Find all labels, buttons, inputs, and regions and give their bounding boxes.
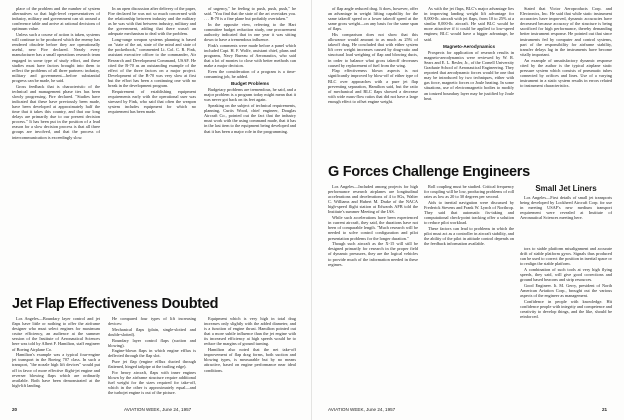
subhead-budget-problems: Budget Problems bbox=[230, 81, 270, 87]
g-forces-column-2 bbox=[424, 184, 514, 404]
right-top-column-2 bbox=[424, 6, 514, 162]
paragraph: A combination of such tools at very high flying speeds, they said, will give good corrections and ground based beacons and strip resources. bbox=[520, 266, 612, 283]
right-footer bbox=[602, 407, 607, 412]
paragraph: In an open discussion after delivery of the paper, Fire declared he was not so much concerned with the relationship between industry and the military as he was with that between industry, military and the government, adding that there wasn't an adequate mechanism to deal with the problem. bbox=[108, 6, 196, 37]
paragraph: Gross feedback that is characteristic of the technical and management phase ties has been slowly progressing. Fire declared. "Studies have indicated that these have previously been made, have been developed at approximately half the time that it takes this country, and that our long delays are primarily due to our present decision process." It has been put in the position of a lead reason for a slow decision process is that all three groups are involved, and that the process of intercommunication is exceedingly slow. bbox=[12, 83, 100, 140]
paragraph: While such accelerations have been experienced in current aircraft, they said, the durations have not been of comparable length. "Much research will be needed to solve control configuration and pilot presentation problems for the longer duration." bbox=[328, 215, 418, 241]
article-headline-jet-flap: Jet Flap Effectiveness Doubted bbox=[12, 296, 219, 312]
right-page bbox=[312, 0, 624, 420]
paragraph: In the opposite view, referring to the Hart committee budget reduction study, one procurement authority indicated that in one year it was sitting down to have a tremendous influence. bbox=[204, 21, 296, 43]
paragraph: Equipment which is very high in total drag increases only slightly with the added diameter, and is a function of engine thrust. Hamilton pointed out that a more subtle influence than the jet engine with its increased efficiency at high speeds would be to reduce the margins of ground turning. bbox=[204, 316, 296, 347]
paragraph: Fink's comments were made before a panel which included Capt. H. F. Wolfe, assistant chief, plans and programs, Navy Bureau of Aeronautics, who said that a lot of monies to close with better methods can make a major decision. bbox=[204, 42, 296, 69]
paragraph: Budgetary problems are tremendous, he said, and a major problem is a program today might mean that it was never got back on its feet again. bbox=[204, 87, 296, 103]
jet-flap-column-3 bbox=[204, 316, 296, 404]
left-top-column-2 bbox=[108, 6, 196, 296]
jet-flap-column-1 bbox=[12, 316, 100, 404]
paragraph: Prospects for application of research results in magneto-aerodynamics were reviewed by W. R. Sears and E. L. Resler, Jr., of the Cornell University Graduate School of Aeronautical Engineering. They reported that aerodynamic forces would be one that may be introduced by two techniques, either with gas force, magnetic forces or Joule heating. In some situations, use of electromagnetic bodies to modify an ionized boundary layer may be justified by Joule heat. bbox=[424, 49, 514, 101]
paragraph: Speaking on the subject of technical requirements, planning, Curtis Wood, chief engineer, Douglas Aircraft Co., pointed out the fact that the industry must work with the using command made, that it has in the last item to the equipment being developed and that it has been a major role in the programming. bbox=[204, 103, 296, 134]
subhead-magneto-aerodynamics: Magneto-Aerodynamics bbox=[442, 43, 496, 49]
paragraph: of flap angle reduced drag. It does, however, offer an advantage in weight lifting capability for the same takeoff speed or a lower takeoff speed at the same gross weight—on any basis for the same span of flaps. bbox=[328, 6, 418, 32]
paragraph: Requirement of establishing equipment requirements early with the operational user was stressed by Fink, who said that often the weapon system includes equipment for which no requirement has been made. bbox=[108, 88, 196, 115]
left-footer bbox=[12, 407, 17, 412]
paragraph: Stated that Victor Aeroproducts Corp. and Electronics, Inc. He said that while static instrument accuracies have improved, dynamic accuracies have decreased because accuracy of the structure is being sacrificed for high performance, thereby demanding better instrument response. He pointed out that since instruments fed by computer and control systems, part of the responsibility for airframe stability, transfer delays lag in the instruments have become vitally important. bbox=[520, 6, 612, 57]
paragraph: His comparison does not show that this allowance would amount to as much as 25% of takeoff drag. He concluded that with either system lift over weight increases caused by drag-ratio and structural load weighing of flap and blowing ducts, in order to balance what gross takeoff decreases caused by replacement of fuel from the wing. bbox=[328, 32, 418, 68]
g-forces-column-1 bbox=[328, 184, 418, 404]
paragraph: Aids to inertial navigation were discussed by Frederick Stevens and Frank W. Lynch of Northrop. They said that automatic fix-taking and computational check-point tracking offer a solution to reduce pilot workload. bbox=[424, 199, 514, 226]
right-footer-magazine: AVIATION WEEK, June 24, 1957 bbox=[328, 407, 396, 412]
page-number: 21 bbox=[602, 407, 608, 412]
paragraph: place of the problem and the number of system alternatives so that high-level representatives of industry, military and government can sit around a conference table and arrive at rational decisions of optimum value. bbox=[12, 6, 100, 32]
paragraph: of urgency," he feeling to push, push, push," he said. "You find that the state of the art overtakes you. . . . B-70 is a fine plane but probably overtaken." bbox=[204, 6, 296, 22]
paragraph: An example of unsatisfactory dynamic response cited by the author is the typical airplane static pressure system which consists of pneumatic tubes connected by orifices and lines. Use of a varying instrument in a static system results in errors related to instrument characteristics. bbox=[520, 57, 612, 88]
paragraph: Good Engineer. It. M. Gerry, president of North American Aviation Corp., brought out the various aspects of the engineer as management. bbox=[520, 282, 612, 299]
paragraph: Though such aircraft as the X-15 will still be designed primarily for research in the proper field of dynamic pressures, they are the logical vehicles to provide much of the information needed in these regimes. bbox=[328, 241, 418, 267]
list-item: Engine-blown flaps in which engine efflux is deflected through the flap slot. bbox=[108, 348, 196, 359]
left-footer-magazine: AVIATION WEEK, June 24, 1957 bbox=[124, 407, 192, 412]
paragraph: Long-range weapon systems planning is based on "state of the art, state of the mind and state of the pocketbook," commented Lt. Col. C. R. Fink, assistant executive officer to the commander, Air Research and Development Command, USAF. He cited the B-70 as an outstanding example of the effect of the three factors on a major project. Development of the B-70 was very slow at first but the effort has been a continuing one with no break in the development program. bbox=[108, 37, 196, 88]
page-number: 20 bbox=[12, 407, 18, 412]
list-item: Mechanical flaps (plain, single-slotted and double-slotted). bbox=[108, 326, 196, 337]
paragraph: Unless such a course of action is taken, systems will continue to be produced which the enemy has rendered obsolete before they are operationally useful, new Fire declared. Nearly every manufacturer has a small operations research team engaged in some type of study effort, and these studies must have factors brought into them to reflect the problems of all three partners: industry, military and government—before substantial progress can be made, he said. bbox=[12, 32, 100, 83]
paragraph: Los Angeles—Included among projects for high performance research airplanes are longitudinal accelerations and decelerations of 4 to 8Gs, Walter C. Williams and Hubert M. Drake of the NACA high-speed flight station at Edwards AFB told the Institute's summer Meeting of the IAS. bbox=[328, 184, 418, 215]
paragraph: Confidence in people with knowledge. Hit confidence people with integrity and competence and creativity to develop things, and the like, should be reinforced. bbox=[520, 298, 612, 319]
right-top-column-1 bbox=[328, 6, 418, 162]
paragraph: Flap effectiveness blown aspects is not significantly improved by blow-off of either type of BLC over approaches with a pure jet flap preventing separation, Hamilton said, but the ratio of mechanical and BLC flaps showed a decrease with wide mass-flow ratios that did not have a large enough effect to offset engine weight. bbox=[328, 68, 418, 104]
sidebar-text-block bbox=[520, 195, 612, 239]
article-headline-g-forces: G Forces Challenge Engineers bbox=[328, 164, 530, 180]
jet-flap-column-2 bbox=[108, 316, 196, 404]
paragraph: These factors can lead to problems in which the pilot must act as a controller in aircraft stability, and the ability of the pilot in attitude control depends on the feedback information available. bbox=[424, 225, 514, 247]
g-forces-column-3 bbox=[520, 246, 612, 404]
sidebar-small-jet-liners bbox=[520, 184, 612, 244]
right-top-column-3 bbox=[520, 6, 612, 162]
list-item: Boundary layer control flaps (suction and blowing). bbox=[108, 337, 196, 348]
paragraph: Roll coupling must be studied. Critical frequency for coupling will be low, producing problems of roll rates as low as 20 to 30 degrees per second. bbox=[424, 184, 514, 200]
left-top-column-1 bbox=[12, 6, 100, 296]
sidebar-title: Small Jet Liners bbox=[535, 184, 597, 193]
list-item: Pure jet flap (engine efflux ducted through flattened, hinged tailpipe at the trailing edge). bbox=[108, 359, 196, 370]
paragraph: Los Angeles—First details of small jet transports being developed by Lockheed Aircraft Corp. for use in meeting USAF's new medium transport requirement were revealed at Institute of Aeronautical Sciences meeting here. bbox=[520, 195, 612, 221]
paragraph: He compared four types of lift increasing devices: bbox=[108, 316, 196, 327]
left-top-column-3 bbox=[204, 6, 296, 296]
paragraph: As with the jet flaps, BLC's major advantage lies in improving landing weight lift advantage for 8,000-lb. aircraft with jet flaps, from 10 to 25% at a similar 8,000-lb. aircraft. He said BLC would be more attractive if it could be applied to low-speed engines; BLC would have a bigger advantage, he said. bbox=[424, 6, 514, 42]
paragraph: Even the consideration of a program is a time-consuming job, he added. bbox=[204, 68, 296, 79]
paragraph: tors to stable platform misalignment and accurate drift of stable platform gyros. Signals thus produced can be used to correct the position in inertial space or to realign the stable platform. bbox=[520, 246, 612, 267]
paragraph: Los Angeles—Boundary layer control and jet flaps have little or nothing to offer the airframe designer who must select engines for maximum cruise efficiency, an audience at the summer session of the Institute of Aeronautical Sciences here was told by Albert F. Hamilton, staff engineer of Boeing Airplane Co. bbox=[12, 316, 100, 352]
paragraph: Hamilton's example was a typical four-engine jet transport in the Boeing 707 class. In such a transport, "the nozzle high lift devices" would put off in favor of more effective flight-jet engine and reverser blowing flaps which are ordinarily available. Both have been demonstrated at the high-lift landing. bbox=[12, 352, 100, 388]
paragraph: For heavy aircraft, flaps with inner engines blown by the airframe structure require additional fuel weight for the sizes required for take-off, which in the other is approximately equal—and the turbojet engine is out of the picture. bbox=[108, 369, 196, 396]
paragraph: Hamilton also noted that the net take-off improvement of flap drag forms, both suction and blowing types, is measurable but by no means attractive, based on engine performance near ideal conditions. bbox=[204, 347, 296, 373]
